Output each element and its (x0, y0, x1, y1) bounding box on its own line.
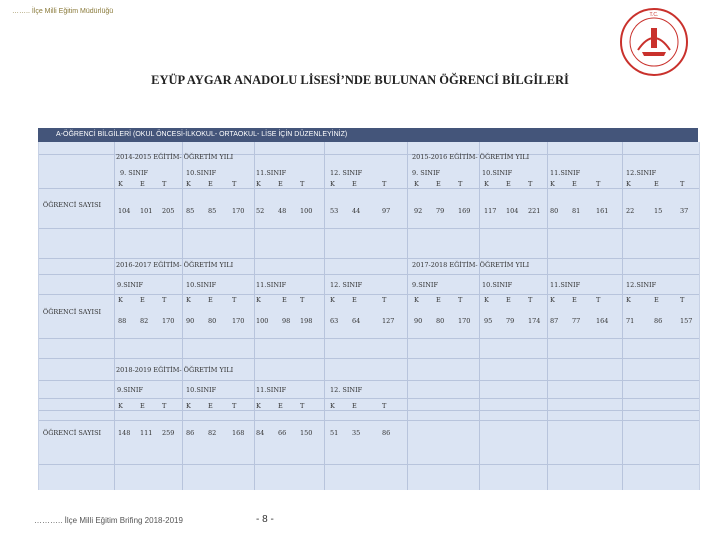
col-head-k: K (186, 296, 191, 304)
value-cell: 79 (506, 317, 515, 325)
col-head-t: T (162, 402, 167, 410)
col-head-t: T (232, 402, 237, 410)
value-cell: 198 (300, 317, 313, 325)
grade-10-label: 10.SINIF (482, 169, 513, 177)
col-head-t: T (382, 402, 387, 410)
col-head-t: T (232, 296, 237, 304)
value-cell: 85 (208, 207, 217, 215)
value-cell: 104 (118, 207, 131, 215)
col-head-k: K (550, 296, 555, 304)
grade-11-label: 11.SINIF (256, 281, 287, 289)
col-head-t: T (382, 180, 387, 188)
col-head-k: K (330, 402, 335, 410)
grade-12-label: 12.SINIF (626, 281, 657, 289)
col-head-t: T (680, 180, 685, 188)
value-cell: 22 (626, 207, 635, 215)
col-head-k: K (256, 180, 261, 188)
page-title: EYÜP AYGAR ANADOLU LİSESİ’NDE BULUNAN ÖĞRENCİ BİLGİLERİ (151, 73, 569, 87)
value-cell: 104 (506, 207, 519, 215)
grade-9-label: 9. SINIF (120, 169, 149, 177)
col-head-t: T (528, 180, 533, 188)
value-cell: 44 (352, 207, 361, 215)
value-cell: 15 (654, 207, 663, 215)
col-head-e: E (140, 180, 145, 188)
col-head-k: K (330, 296, 335, 304)
header-note: …….. İlçe Milli Eğitim Müdürlüğü (12, 8, 114, 15)
col-head-k: K (118, 402, 123, 410)
grade-12-label: 12. SINIF (330, 169, 363, 177)
col-head-k: K (118, 180, 123, 188)
value-cell: 84 (256, 429, 265, 437)
grade-10-label: 10.SINIF (186, 169, 217, 177)
col-head-t: T (300, 180, 305, 188)
section-header: A-ÖĞRENCİ BİLGİLERİ (OKUL ÖNCESİ-İLKOKUL- ORTAOKUL- LİSE İÇİN DÜZENLEYİNİZ) (38, 128, 698, 142)
value-cell: 63 (330, 317, 339, 325)
col-head-e: E (282, 296, 287, 304)
col-head-t: T (232, 180, 237, 188)
value-cell: 259 (162, 429, 175, 437)
col-head-k: K (484, 180, 489, 188)
value-cell: 157 (680, 317, 693, 325)
grade-9-label: 9.SINIF (117, 281, 143, 289)
value-cell: 92 (414, 207, 423, 215)
value-cell: 101 (140, 207, 153, 215)
col-head-e: E (352, 180, 357, 188)
value-cell: 170 (232, 207, 245, 215)
row-label: ÖĞRENCİ SAYISI (42, 308, 102, 316)
value-cell: 98 (282, 317, 291, 325)
value-cell: 80 (436, 317, 445, 325)
year-2017-2018: 2017-2018 EĞİTİM- ÖĞRETİM YILI (412, 261, 530, 269)
value-cell: 164 (596, 317, 609, 325)
grade-11-label: 11.SINIF (256, 169, 287, 177)
value-cell: 127 (382, 317, 395, 325)
col-head-k: K (256, 402, 261, 410)
year-2014-2015: 2014-2015 EĞİTİM- ÖĞRETİM YILI (116, 153, 234, 161)
value-cell: 97 (382, 207, 391, 215)
value-cell: 170 (162, 317, 175, 325)
value-cell: 168 (232, 429, 245, 437)
col-head-k: K (626, 296, 631, 304)
value-cell: 87 (550, 317, 559, 325)
value-cell: 221 (528, 207, 541, 215)
year-2015-2016: 2015-2016 EĞİTİM- ÖĞRETİM YILI (412, 153, 530, 161)
col-head-e: E (352, 296, 357, 304)
col-head-t: T (162, 180, 167, 188)
value-cell: 77 (572, 317, 581, 325)
value-cell: 66 (278, 429, 287, 437)
grade-11-label: 11.SINIF (256, 386, 287, 394)
grade-9-label: 9. SINIF (412, 169, 441, 177)
value-cell: 100 (300, 207, 313, 215)
row-label: ÖĞRENCİ SAYISI (42, 201, 102, 209)
value-cell: 90 (414, 317, 423, 325)
col-head-t: T (680, 296, 685, 304)
grade-11-label: 11.SINIF (550, 169, 581, 177)
value-cell: 86 (186, 429, 195, 437)
col-head-t: T (382, 296, 387, 304)
grade-12-label: 12. SINIF (330, 281, 363, 289)
value-cell: 100 (256, 317, 269, 325)
value-cell: 64 (352, 317, 361, 325)
value-cell: 88 (118, 317, 127, 325)
col-head-e: E (436, 296, 441, 304)
page-number: - 8 - (256, 514, 274, 525)
svg-text:T.C.: T.C. (649, 12, 659, 18)
col-head-t: T (458, 180, 463, 188)
grade-10-label: 10.SINIF (186, 386, 217, 394)
grade-10-label: 10.SINIF (482, 281, 513, 289)
value-cell: 170 (232, 317, 245, 325)
col-head-e: E (278, 180, 283, 188)
col-head-e: E (506, 296, 511, 304)
col-head-t: T (162, 296, 167, 304)
col-head-k: K (414, 296, 419, 304)
col-head-e: E (352, 402, 357, 410)
grade-12-label: 12. SINIF (330, 386, 363, 394)
col-head-t: T (300, 296, 305, 304)
value-cell: 95 (484, 317, 493, 325)
col-head-e: E (140, 296, 145, 304)
col-head-k: K (186, 180, 191, 188)
footer-text: ……….. İlçe Milli Eğitim Brifing 2018-2019 (34, 516, 183, 525)
value-cell: 35 (352, 429, 361, 437)
col-head-e: E (436, 180, 441, 188)
col-head-e: E (140, 402, 145, 410)
value-cell: 53 (330, 207, 339, 215)
value-cell: 170 (458, 317, 471, 325)
col-head-e: E (654, 180, 659, 188)
col-head-k: K (256, 296, 261, 304)
col-head-e: E (506, 180, 511, 188)
col-head-e: E (654, 296, 659, 304)
value-cell: 86 (382, 429, 391, 437)
grade-11-label: 11.SINIF (550, 281, 581, 289)
col-head-e: E (208, 180, 213, 188)
value-cell: 148 (118, 429, 131, 437)
col-head-t: T (596, 180, 601, 188)
col-head-k: K (414, 180, 419, 188)
value-cell: 82 (208, 429, 217, 437)
value-cell: 205 (162, 207, 175, 215)
value-cell: 71 (626, 317, 635, 325)
year-2016-2017: 2016-2017 EĞİTİM- ÖĞRETİM YILI (116, 261, 234, 269)
value-cell: 80 (208, 317, 217, 325)
col-head-t: T (596, 296, 601, 304)
value-cell: 111 (140, 429, 153, 437)
value-cell: 81 (572, 207, 581, 215)
col-head-t: T (300, 402, 305, 410)
value-cell: 48 (278, 207, 287, 215)
value-cell: 150 (300, 429, 313, 437)
value-cell: 79 (436, 207, 445, 215)
student-table (38, 142, 700, 490)
value-cell: 82 (140, 317, 149, 325)
col-head-t: T (528, 296, 533, 304)
value-cell: 161 (596, 207, 609, 215)
value-cell: 85 (186, 207, 195, 215)
col-head-e: E (572, 296, 577, 304)
value-cell: 117 (484, 207, 497, 215)
value-cell: 86 (654, 317, 663, 325)
col-head-k: K (330, 180, 335, 188)
grade-9-label: 9.SINIF (117, 386, 143, 394)
row-label: ÖĞRENCİ SAYISI (42, 429, 102, 437)
col-head-k: K (118, 296, 123, 304)
value-cell: 51 (330, 429, 339, 437)
value-cell: 80 (550, 207, 559, 215)
value-cell: 52 (256, 207, 265, 215)
col-head-k: K (186, 402, 191, 410)
grade-12-label: 12.SINIF (626, 169, 657, 177)
col-head-k: K (550, 180, 555, 188)
col-head-k: K (626, 180, 631, 188)
col-head-k: K (484, 296, 489, 304)
col-head-e: E (208, 296, 213, 304)
year-2018-2019: 2018-2019 EĞİTİM- ÖĞRETİM YILI (116, 366, 234, 374)
value-cell: 90 (186, 317, 195, 325)
value-cell: 37 (680, 207, 689, 215)
col-head-e: E (208, 402, 213, 410)
col-head-t: T (458, 296, 463, 304)
col-head-e: E (278, 402, 283, 410)
grade-9-label: 9.SINIF (412, 281, 438, 289)
grade-10-label: 10.SINIF (186, 281, 217, 289)
value-cell: 169 (458, 207, 471, 215)
meb-logo-icon (618, 6, 690, 78)
value-cell: 174 (528, 317, 541, 325)
col-head-e: E (572, 180, 577, 188)
